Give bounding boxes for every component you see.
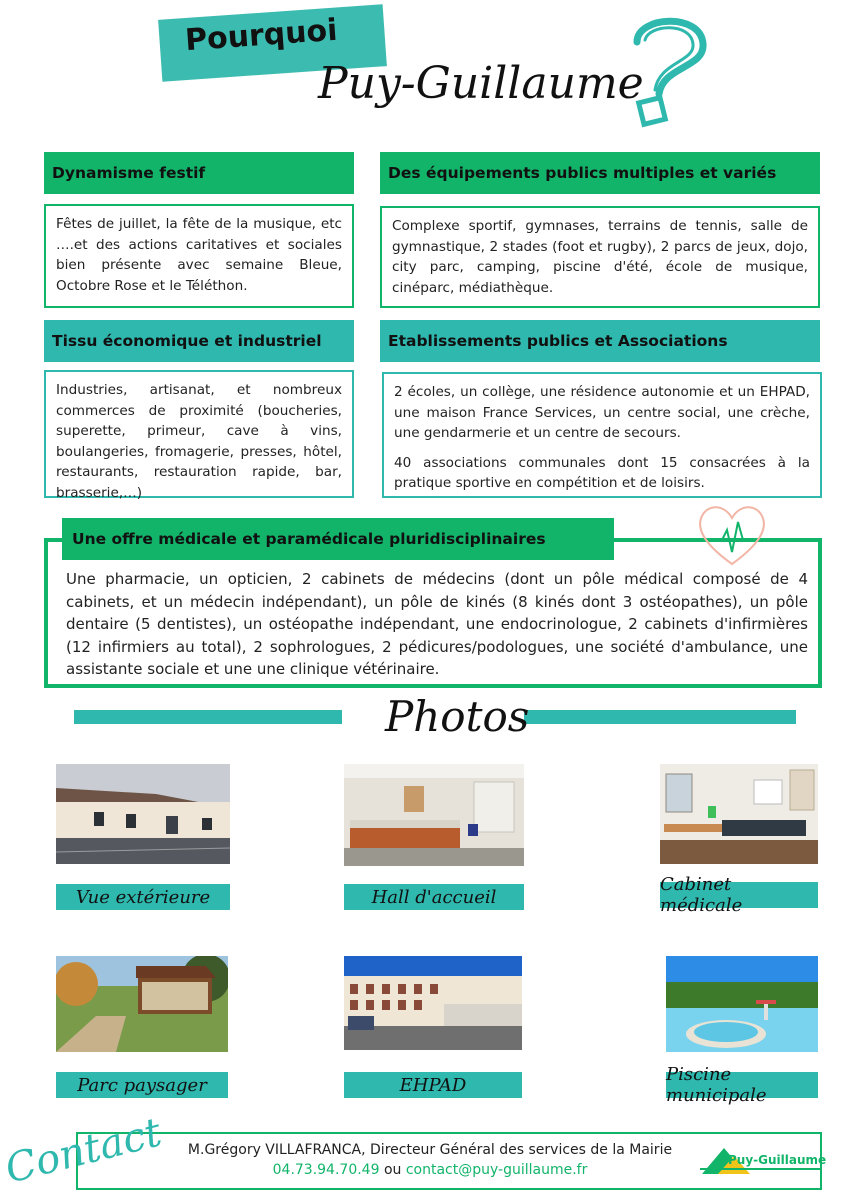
section-economique-box <box>44 370 354 501</box>
section-equipements-text: Complexe sportif, gymnases, terrains de tennis, salle de gymnastique, 2 stades (foot et rugby), 2 parcs de jeux, dojo, city parc, camping, piscine d'été, école de musique, cinéparc, médiathèque. <box>392 218 808 296</box>
contact-or: ou <box>379 1162 406 1178</box>
caption-ehpad: EHPAD <box>344 1072 522 1098</box>
contact-phone[interactable]: 04.73.94.70.49 <box>272 1162 380 1178</box>
caption-cabinet: Cabinet médicale <box>660 882 818 908</box>
pourquoi-label: Pourquoi <box>183 12 339 59</box>
section-etablissements-text1: 2 écoles, un collège, une résidence autonomie et un EHPAD, une maison France Services, un centre social, une crèche, une gendarmerie et un centre de secours. <box>394 384 810 441</box>
town-title: Puy-Guillaume <box>318 58 644 109</box>
section-equipements-box <box>380 206 820 308</box>
section-festif-box <box>44 204 354 308</box>
question-mark-icon <box>615 10 715 128</box>
photo-parc <box>56 956 228 1052</box>
photo-piscine <box>666 956 818 1052</box>
logo-text: Puy-Guillaume <box>728 1153 827 1167</box>
photo-cabinet <box>660 764 818 864</box>
photo-ehpad <box>344 956 522 1050</box>
photo-hall <box>344 764 524 866</box>
photos-bar-left <box>74 710 342 724</box>
section-festif-text: Fêtes de juillet, la fête de la musique, etc ….et des actions caritatives et sociales bien présente avec semaine Bleue, Octobre Rose et le Téléthon. <box>56 216 342 294</box>
section-festif-title: Dynamisme festif <box>44 152 354 194</box>
caption-exterior: Vue extérieure <box>56 884 230 910</box>
contact-title: Contact <box>0 1109 167 1193</box>
section-medical-title: Une offre médicale et paramédicale pluridisciplinaires <box>62 518 614 560</box>
contact-person: M.Grégory VILLAFRANCA, Directeur Général des services de la Mairie <box>187 1142 673 1158</box>
contact-email[interactable]: contact@puy-guillaume.fr <box>405 1162 588 1178</box>
contact-details <box>150 1162 710 1178</box>
heart-pulse-icon <box>694 500 770 570</box>
caption-parc: Parc paysager <box>56 1072 228 1098</box>
caption-hall: Hall d'accueil <box>344 884 524 910</box>
section-etablissements-text2: 40 associations communales dont 15 consacrées à la pratique sportive en compétition et de loisirs. <box>394 454 810 491</box>
section-equipements-title: Des équipements publics multiples et variés <box>380 152 820 194</box>
section-etablissements-title: Etablissements publics et Associations <box>380 320 820 362</box>
section-economique-title: Tissu économique et industriel <box>44 320 354 362</box>
photo-exterior <box>56 764 230 864</box>
photos-bar-right <box>524 710 796 724</box>
section-economique-text: Industries, artisanat, et nombreux commerces de proximité (boucheries, superette, primeur, cave à vins, boulangeries, fromagerie, presses, hôtel, restaurants, restauration rapide, bar, brasserie,…) <box>56 382 342 501</box>
photos-title: Photos <box>385 692 530 741</box>
section-medical-text: Une pharmacie, un opticien, 2 cabinets de médecins (dont un pôle médical composé de 4 cabinets, et un médecin indépendant), un pôle de kinés (8 kinés dont 3 ostéopathes), un pôle dentaire (5 dentistes), un ostéopathe indépendant, une endocrinologue, 2 cabinets d'infirmières (12 infirmiers au total), 2 sophrologues, 2 pédicures/podologues, une société d'ambulance, une assistante sociale et une une clinique vétérinaire. <box>66 570 808 678</box>
caption-piscine: Piscine municipale <box>666 1072 818 1098</box>
section-etablissements-box <box>382 372 822 498</box>
